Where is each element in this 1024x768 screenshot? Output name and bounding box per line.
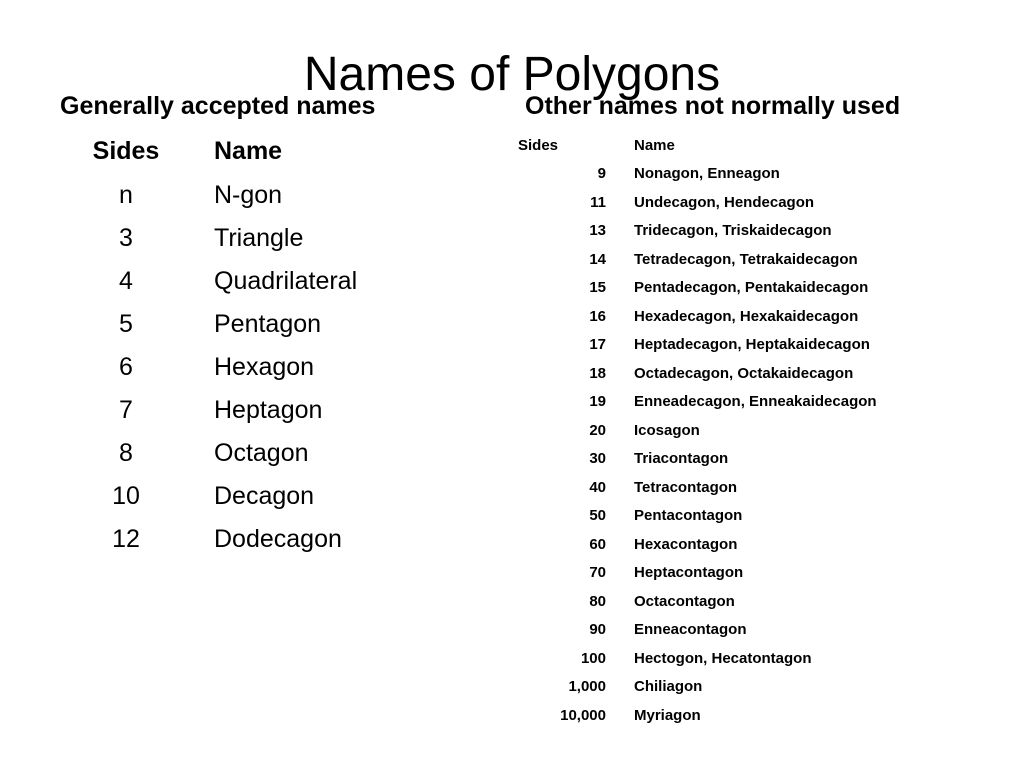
- table-row: [510, 422, 877, 451]
- cell-sides: 15: [589, 279, 606, 296]
- cell-name: Heptagon: [214, 396, 323, 424]
- cell-sides: 8: [119, 439, 133, 467]
- generally-accepted-names-section: [52, 92, 482, 568]
- table-header-row: [52, 137, 474, 181]
- table-header-row: [510, 137, 877, 165]
- cell-name: Enneacontagon: [634, 621, 747, 638]
- cell-name: Pentacontagon: [634, 507, 743, 524]
- other-names-table: [510, 137, 877, 735]
- generally-accepted-names-table: [52, 137, 474, 568]
- table-row: [52, 482, 474, 525]
- table-row: [52, 353, 474, 396]
- table-row: [510, 621, 877, 650]
- cell-name: Triacontagon: [634, 450, 729, 467]
- cell-name: Chiliagon: [634, 678, 703, 695]
- table-row: [510, 336, 877, 365]
- cell-name: N-gon: [214, 181, 283, 209]
- cell-name: Octadecagon, Octakaidecagon: [634, 364, 854, 382]
- cell-sides: 14: [589, 250, 606, 268]
- table-row: [510, 308, 877, 337]
- cell-sides: 70: [589, 564, 606, 581]
- cell-name: Hectogon, Hecatontagon: [634, 649, 812, 667]
- cell-sides: 16: [589, 307, 606, 325]
- cell-sides: n: [119, 181, 133, 209]
- cell-name: Undecagon, Hendecagon: [634, 193, 815, 211]
- table-row: [52, 525, 474, 568]
- page-title: Names of Polygons: [303, 48, 721, 102]
- column-header-sides: Sides: [518, 137, 559, 154]
- cell-name: Heptacontagon: [634, 564, 744, 581]
- cell-sides: 10: [112, 482, 140, 510]
- cell-name: Decagon: [214, 482, 315, 510]
- table-row: [510, 450, 877, 479]
- table-row: [52, 181, 474, 224]
- cell-name: Tetracontagon: [634, 478, 738, 496]
- cell-sides: 9: [597, 165, 606, 182]
- cell-sides: 13: [589, 222, 606, 239]
- table-row: [510, 707, 877, 736]
- cell-name: Hexacontagon: [634, 535, 738, 553]
- cell-name: Enneadecagon, Enneakaidecagon: [634, 393, 877, 410]
- column-header-name: Name: [214, 137, 283, 165]
- cell-sides: 20: [589, 421, 606, 439]
- cell-name: Pentadecagon, Pentakaidecagon: [634, 279, 869, 296]
- cell-sides: 50: [589, 507, 606, 524]
- table-row: [52, 267, 474, 310]
- cell-name: Myriagon: [634, 706, 701, 724]
- cell-name: Quadrilateral: [214, 267, 358, 295]
- cell-sides: 40: [589, 478, 606, 496]
- cell-sides: 18: [589, 364, 606, 382]
- cell-sides: 17: [589, 336, 606, 353]
- table-row: [510, 194, 877, 223]
- cell-sides: 4: [119, 267, 133, 295]
- cell-sides: 60: [589, 535, 606, 553]
- left-section-heading: Generally accepted names: [60, 92, 376, 120]
- right-section-heading: Other names not normally used: [525, 92, 901, 120]
- table-row: [510, 507, 877, 536]
- cell-sides: 100: [580, 649, 606, 667]
- table-row: [510, 365, 877, 394]
- table-row: [510, 479, 877, 508]
- table-row: [510, 564, 877, 593]
- cell-name: Triangle: [214, 224, 304, 252]
- table-row: [52, 224, 474, 267]
- cell-sides: 11: [590, 193, 606, 211]
- table-row: [52, 396, 474, 439]
- cell-name: Hexadecagon, Hexakaidecagon: [634, 307, 859, 325]
- cell-sides: 30: [589, 450, 606, 467]
- table-row: [510, 593, 877, 622]
- cell-name: Nonagon, Enneagon: [634, 165, 780, 182]
- table-row: [52, 439, 474, 482]
- cell-name: Tetradecagon, Tetrakaidecagon: [634, 250, 858, 268]
- table-row: [510, 678, 877, 707]
- table-row: [510, 536, 877, 565]
- table-row: [510, 165, 877, 194]
- cell-sides: 90: [589, 621, 606, 638]
- table-row: [510, 650, 877, 679]
- cell-name: Octagon: [214, 439, 309, 467]
- table-row: [510, 222, 877, 251]
- cell-sides: 10,000: [560, 706, 606, 724]
- cell-sides: 80: [589, 592, 606, 610]
- table-row: [510, 279, 877, 308]
- column-header-name: Name: [634, 137, 675, 154]
- table-row: [510, 251, 877, 280]
- cell-name: Icosagon: [634, 421, 700, 439]
- cell-sides: 5: [119, 310, 133, 338]
- cell-sides: 7: [119, 396, 133, 424]
- cell-sides: 19: [589, 393, 606, 410]
- cell-sides: 1,000: [568, 678, 606, 695]
- table-row: [52, 310, 474, 353]
- cell-sides: 3: [119, 224, 133, 252]
- cell-name: Octacontagon: [634, 592, 735, 610]
- cell-name: Heptadecagon, Heptakaidecagon: [634, 336, 870, 353]
- cell-sides: 12: [112, 525, 140, 553]
- cell-sides: 6: [119, 353, 133, 381]
- cell-name: Dodecagon: [214, 525, 342, 553]
- cell-name: Pentagon: [214, 310, 322, 338]
- cell-name: Tridecagon, Triskaidecagon: [634, 222, 832, 239]
- column-header-sides: Sides: [92, 137, 160, 165]
- cell-name: Hexagon: [214, 353, 315, 381]
- other-names-section: [510, 92, 1015, 735]
- table-row: [510, 393, 877, 422]
